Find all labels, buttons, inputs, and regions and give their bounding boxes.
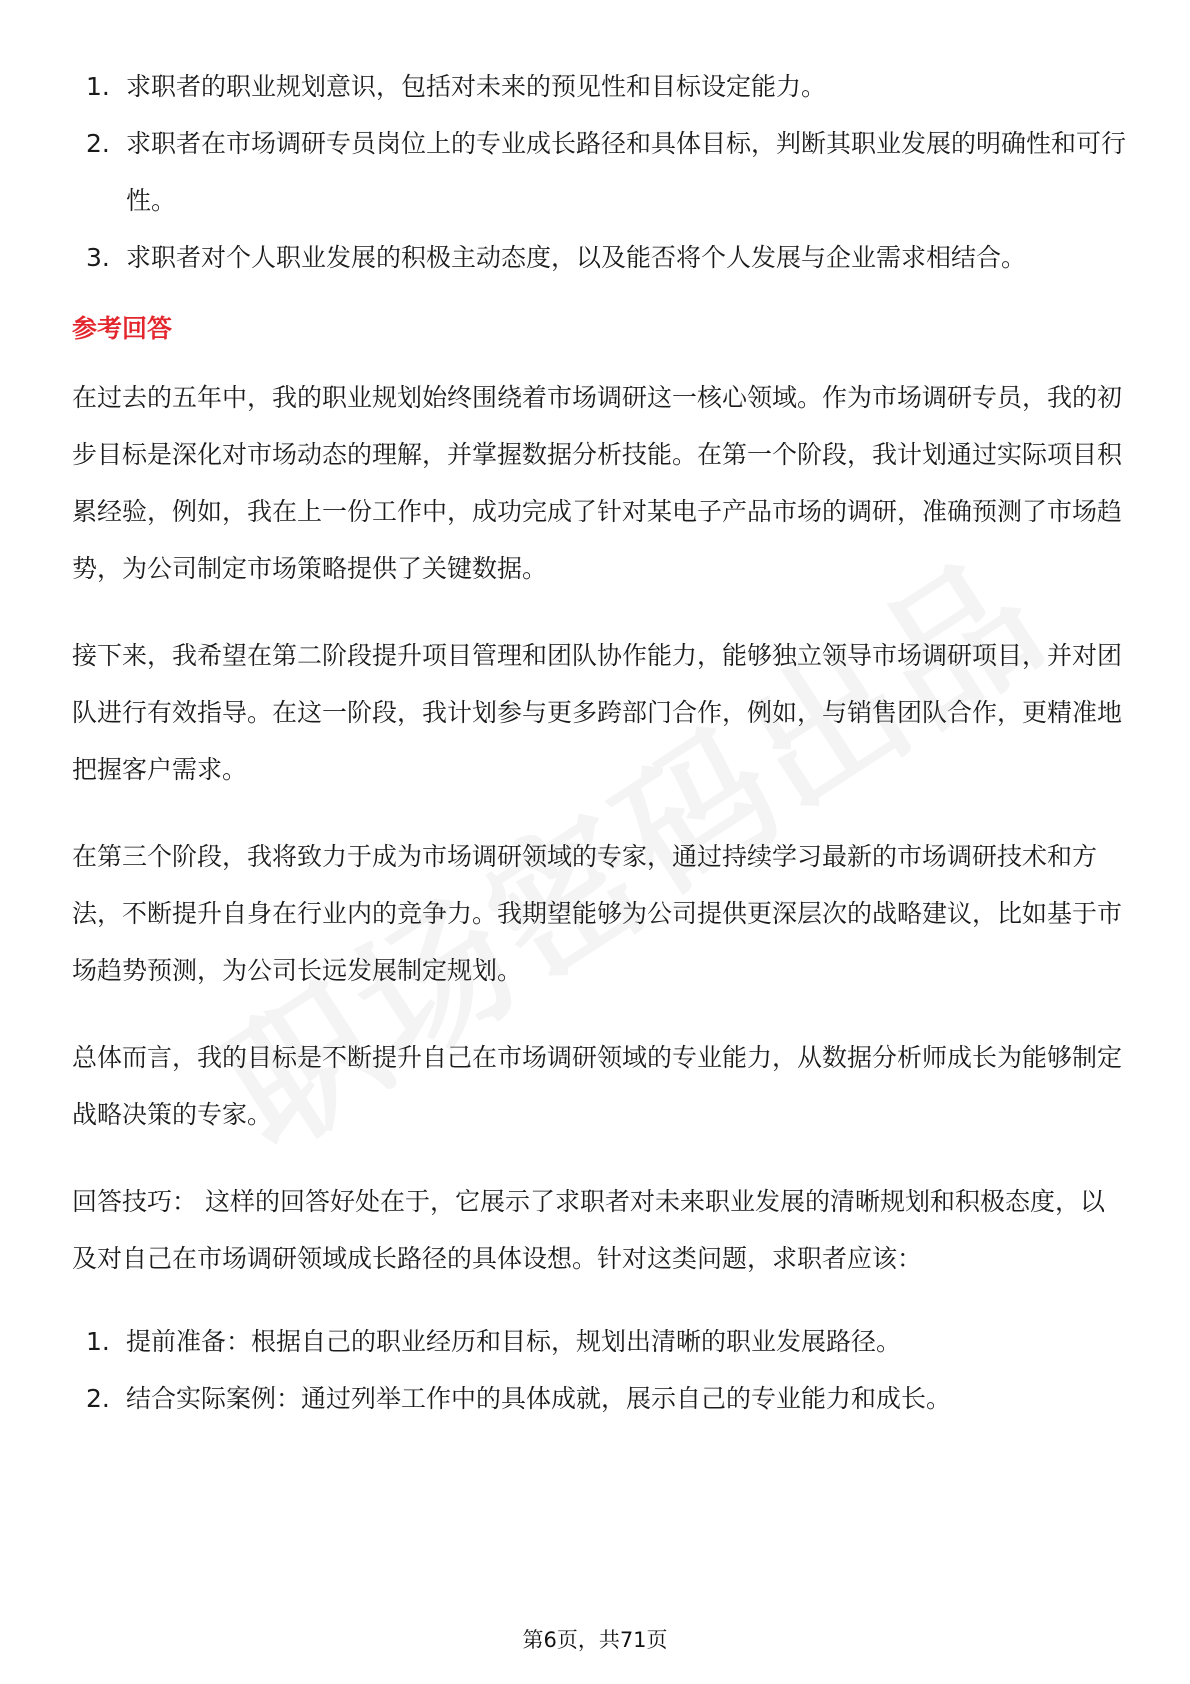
answer-paragraph: 在过去的五年中，我的职业规划始终围绕着市场调研这一核心领域。作为市场调研专员，我的初步目标是深化对市场动态的理解，并掌握数据分析技能。在第一个阶段，我计划通过实际项目积累经验，例如，我在上一份工作中，成功完成了针对某电子产品市场的调研，准确预测了市场趋势，为公司制定市场策略提供了关键数据。 xyxy=(72,383,1123,583)
list-item xyxy=(72,58,1128,115)
list-item-text: 提前准备：根据自己的职业经历和目标，规划出清晰的职业发展路径。 xyxy=(126,1327,902,1356)
list-item-number: 1. xyxy=(86,1327,110,1356)
answer-paragraph: 接下来，我希望在第二阶段提升项目管理和团队协作能力，能够独立领导市场调研项目，并对团队进行有效指导。在这一阶段，我计划参与更多跨部门合作，例如，与销售团队合作，更精准地把握客户需求。 xyxy=(72,641,1123,784)
list-item-text: 求职者的职业规划意识，包括对未来的预见性和目标设定能力。 xyxy=(126,72,827,101)
list-item-number: 3. xyxy=(86,243,110,272)
list-item-text: 结合实际案例：通过列举工作中的具体成就，展示自己的专业能力和成长。 xyxy=(126,1384,952,1413)
criteria-list xyxy=(72,58,1128,286)
list-item-number: 2. xyxy=(86,1384,110,1413)
section-heading: 参考回答 xyxy=(72,314,173,343)
list-item-text: 求职者在市场调研专员岗位上的专业成长路径和具体目标，判断其职业发展的明确性和可行性。 xyxy=(126,129,1127,215)
list-item-number: 1. xyxy=(86,72,110,101)
list-item-text: 求职者对个人职业发展的积极主动态度，以及能否将个人发展与企业需求相结合。 xyxy=(126,243,1027,272)
list-item xyxy=(72,229,1128,286)
list-item xyxy=(72,115,1128,229)
answer-paragraph: 在第三个阶段，我将致力于成为市场调研领域的专家，通过持续学习最新的市场调研技术和方法，不断提升自身在行业内的竞争力。我期望能够为公司提供更深层次的战略建议，比如基于市场趋势预测，为公司长远发展制定规划。 xyxy=(72,842,1123,985)
answer-paragraph: 总体而言，我的目标是不断提升自己在市场调研领域的专业能力，从数据分析师成长为能够制定战略决策的专家。 xyxy=(72,1043,1123,1129)
list-item-number: 2. xyxy=(86,129,110,158)
tips-list xyxy=(72,1313,1128,1427)
list-item xyxy=(72,1370,1128,1427)
tips-paragraph: 回答技巧： 这样的回答好处在于，它展示了求职者对未来职业发展的清晰规划和积极态度，以及对自己在市场调研领域成长路径的具体设想。针对这类问题，求职者应该： xyxy=(72,1187,1105,1273)
page-number-footer: 第6页，共71页 xyxy=(522,1628,668,1652)
list-item xyxy=(72,1313,1128,1370)
page-content xyxy=(72,58,1128,1427)
